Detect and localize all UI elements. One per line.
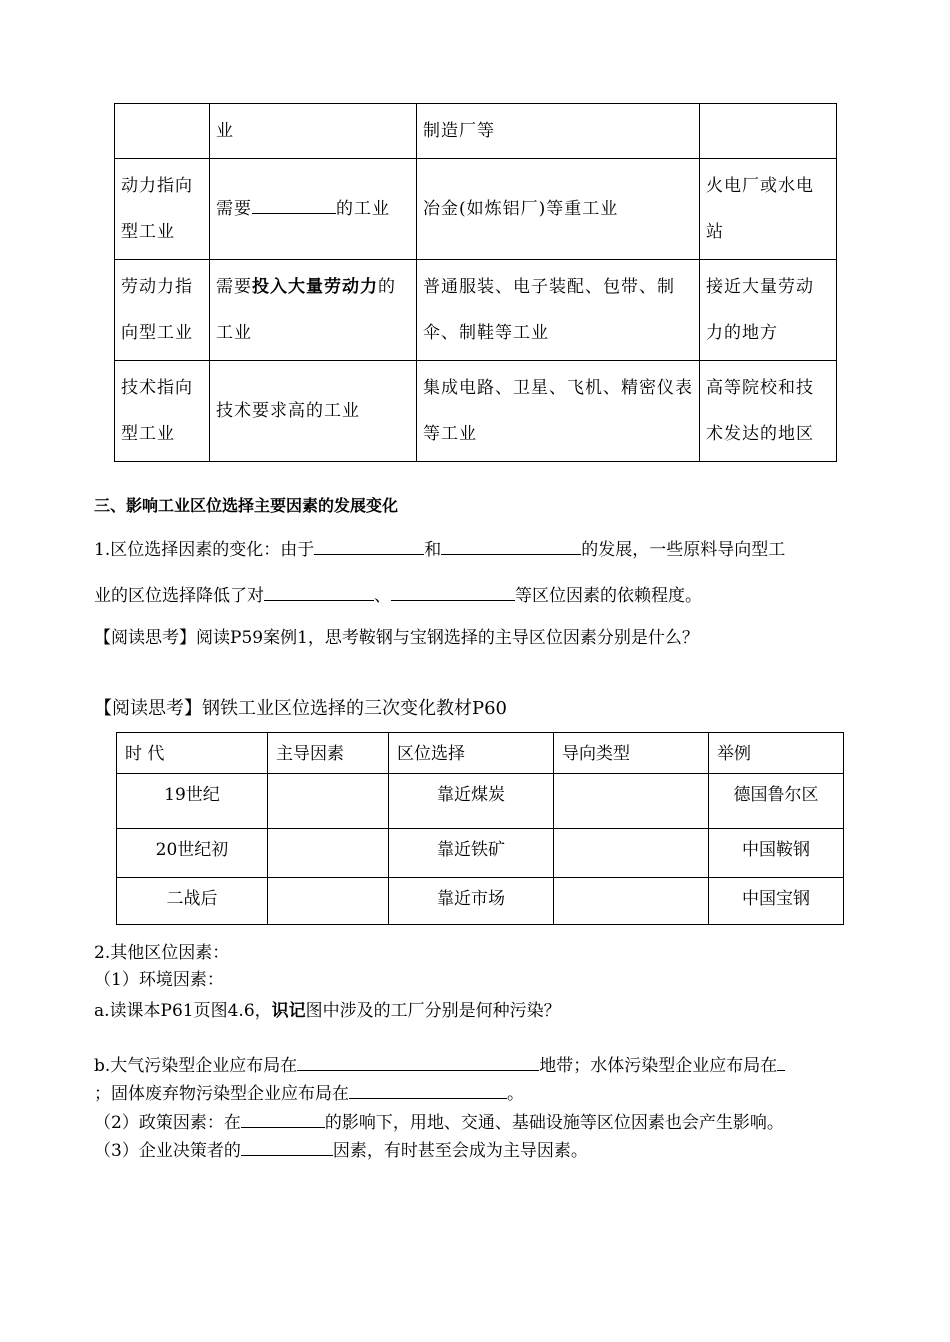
table-header: 时 代 [117,733,268,774]
fill-blank [349,1080,507,1099]
table-row [115,361,837,462]
table-cell: 接近大量劳动力的地方 [700,260,837,361]
text-bold: 识记 [271,1001,306,1021]
fill-blank [314,536,424,555]
text: 图中涉及的工厂分别是何种污染？ [305,1001,561,1021]
table-cell: 靠近煤炭 [389,774,554,829]
section-title: 三、影响工业区位选择主要因素的发展变化 [94,496,399,515]
paragraph-line [94,1108,784,1133]
table-row [115,104,837,159]
table-header: 举例 [709,733,844,774]
industry-orientation-table [114,103,837,462]
text: 和 [424,540,442,560]
fill-blank [241,1109,325,1128]
table-cell [115,104,210,159]
text: （3）企业决策者的 [94,1141,241,1161]
fill-blank [777,1052,785,1071]
text: 地带；水体污染型企业应布局在 [539,1056,778,1076]
steel-location-table [116,732,844,925]
table-cell: 冶金(如炼铝厂)等重工业 [417,159,700,260]
fill-blank [241,1137,333,1156]
table-row [115,260,837,361]
paragraph-line [94,1079,524,1104]
text: b.大气污染型企业应布局在 [94,1056,298,1076]
cell-text: 的工业 [336,199,390,219]
text: ；固体废弃物污染型企业应布局在 [94,1084,349,1104]
text: 【阅读思考】 [94,628,196,648]
table-cell: 劳动力指向型工业 [115,260,210,361]
cell-text: 需要 [216,277,252,297]
text: 、 [374,586,391,606]
text: a.读课本P61页图4.6， [94,1001,272,1021]
table-cell: 高等院校和技术发达的地区 [700,361,837,462]
table-cell: 技术指向型工业 [115,361,210,462]
fill-blank [391,582,515,601]
text: 的发展，一些原料导向型工 [581,540,786,560]
table-cell [554,878,709,925]
table-cell: 业 [210,104,417,159]
table-cell: 制造厂等 [417,104,700,159]
text: 。 [507,1084,524,1104]
text: 等区位因素的依赖程度。 [515,586,702,606]
fill-blank [264,582,374,601]
paragraph-line: （1）环境因素： [94,970,224,990]
text: 钢铁工业区位选择的三次变化教材P60 [202,698,508,719]
table-row [117,878,844,925]
fill-blank [441,536,581,555]
table-cell: 靠近铁矿 [389,829,554,878]
text: 业的区位选择降低了对 [94,586,264,606]
table-row [117,829,844,878]
reading-prompt [94,623,699,648]
table-cell: 集成电路、卫星、飞机、精密仪表等工业 [417,361,700,462]
table-cell [700,104,837,159]
table-cell: 德国鲁尔区 [709,774,844,829]
paragraph-line [94,1051,785,1076]
table-cell: 20世纪初 [117,829,268,878]
table-header: 导向类型 [554,733,709,774]
table-cell: 技术要求高的工业 [210,361,417,462]
reading-prompt [94,694,507,720]
table-cell: 动力指向型工业 [115,159,210,260]
table-cell [210,159,417,260]
table-cell: 中国鞍钢 [709,829,844,878]
text: 因素，有时甚至会成为主导因素。 [332,1141,588,1161]
table-cell [210,260,417,361]
table-cell [268,829,389,878]
table-cell: 19世纪 [117,774,268,829]
table-row [117,774,844,829]
cell-text-bold: 投入大量劳动力 [252,277,378,297]
paragraph-line [94,996,561,1021]
table-cell [268,878,389,925]
table-cell: 普通服装、电子装配、包带、制伞、制鞋等工业 [417,260,700,361]
table-cell [554,829,709,878]
paragraph-line [94,581,702,606]
paragraph-line: 2.其他区位因素： [94,943,230,963]
text: （2）政策因素：在 [94,1113,241,1133]
fill-blank [252,195,336,214]
table-header: 主导因素 [268,733,389,774]
fill-blank [297,1052,539,1071]
cell-text: 的工业 [216,277,396,343]
paragraph-line [94,1136,588,1161]
cell-text: 需要 [216,199,252,219]
table-row [115,159,837,260]
table-cell: 二战后 [117,878,268,925]
table-cell [554,774,709,829]
text: 阅读P59案例1，思考鞍钢与宝钢选择的主导区位因素分别是什么？ [196,628,699,648]
table-cell: 火电厂或水电站 [700,159,837,260]
text: 的影响下，用地、交通、基础设施等区位因素也会产生影响。 [324,1113,784,1133]
table-cell [268,774,389,829]
table-header: 区位选择 [389,733,554,774]
table-header-row [117,733,844,774]
text: 【阅读思考】 [94,698,202,719]
paragraph-line [94,535,785,560]
table-cell: 靠近市场 [389,878,554,925]
table-cell: 中国宝钢 [709,878,844,925]
text: 1.区位选择因素的变化：由于 [94,540,315,560]
